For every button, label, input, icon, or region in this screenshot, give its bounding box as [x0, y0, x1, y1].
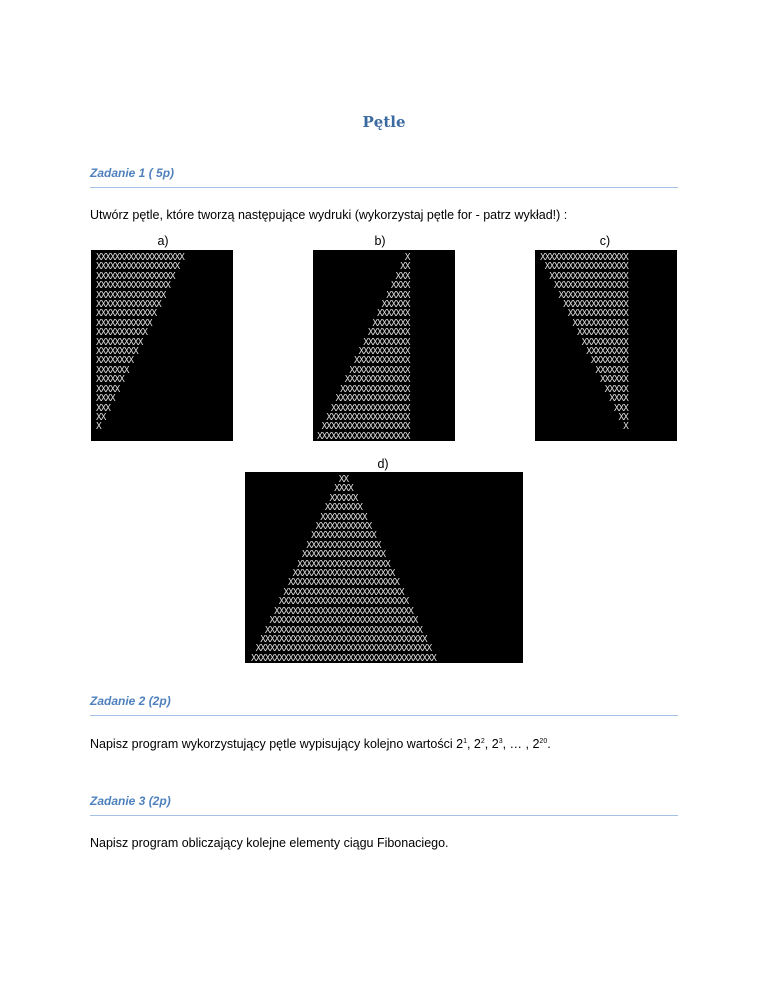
- pattern-d-text: XX XXXX XXXXXX XXXXXXXX XXXXXXXXXX XXXXXXXXXXXX XXXXXXXXXXXXXX XXXXXXXXXXXXXXXX XXXXXXXXXXXXXXXXXX XXXXXXXXXXXXXXXXXXXX XXXXXXXXXXXXXXXXXXXXXX XXXXXXXXXXXXXXXXXXXXXXXX XXXXXXXXXXXXXXXXXXXXXXXXXX XXXXXXXXXXXXXXXXXXXXXXXXXXXX XXXXXXXXXXXXXXXXXXXXXXXXXXXXXX XXXXXXXXXXXXXXXXXXXXXXXXXXXXXXXX XXXXXXXXXXXXXXXXXXXXXXXXXXXXXXXXXX XXXXXXXXXXXXXXXXXXXXXXXXXXXXXXXXXXXX XXXXXXXXXXXXXXXXXXXXXXXXXXXXXXXXXXXXXX XXXXXXXXXXXXXXXXXXXXXXXXXXXXXXXXXXXXXXXX: [251, 474, 436, 663]
- console-output-a: [91, 250, 233, 441]
- exponent-2: 2: [480, 737, 485, 745]
- exponent-3: 3: [498, 737, 503, 745]
- pattern-b-text: X XX XXX XXXX XXXXX XXXXXX XXXXXXX XXXXXXXX XXXXXXXXX XXXXXXXXXX XXXXXXXXXXX XXXXXXXXXXXX XXXXXXXXXXXXX XXXXXXXXXXXXXX XXXXXXXXXXXXXXX XXXXXXXXXXXXXXXX XXXXXXXXXXXXXXXXX XXXXXXXXXXXXXXXXXX XXXXXXXXXXXXXXXXXXX XXXXXXXXXXXXXXXXXXXX: [317, 252, 410, 441]
- pattern-c-text: XXXXXXXXXXXXXXXXXXX XXXXXXXXXXXXXXXXXX XXXXXXXXXXXXXXXXX XXXXXXXXXXXXXXXX XXXXXXXXXXXXXXX XXXXXXXXXXXXXX XXXXXXXXXXXXX XXXXXXXXXXXX XXXXXXXXXXX XXXXXXXXXX XXXXXXXXX XXXXXXXX XXXXXXX XXXXXX XXXXX XXXX XXX XX X: [540, 252, 628, 433]
- task2-text-start: Napisz program wykorzystujący pętle wypisujący kolejno wartości 2: [90, 737, 464, 751]
- task3-heading: Zadanie 3 (2p): [90, 794, 678, 816]
- task2-sep-2: , 2: [484, 737, 499, 751]
- figure-b-label: b): [374, 234, 386, 248]
- task2-sep-3: , … , 2: [502, 737, 540, 751]
- console-output-d: [245, 472, 523, 663]
- task1-heading: Zadanie 1 ( 5p): [90, 166, 678, 188]
- pattern-a-text: XXXXXXXXXXXXXXXXXXX XXXXXXXXXXXXXXXXXX XXXXXXXXXXXXXXXXX XXXXXXXXXXXXXXXX XXXXXXXXXXXXXXX XXXXXXXXXXXXXX XXXXXXXXXXXXX XXXXXXXXXXXX XXXXXXXXXXX XXXXXXXXXX XXXXXXXXX XXXXXXXX XXXXXXX XXXXXX XXXXX XXXX XXX XX X: [96, 252, 184, 433]
- task1-text: Utwórz pętle, które tworzą następujące wydruki (wykorzystaj pętle for - patrz wykład!) :: [90, 208, 568, 222]
- figure-a-label: a): [157, 234, 169, 248]
- task2-text: [90, 737, 551, 751]
- exponent-1: 1: [463, 737, 467, 745]
- task2-text-end: .: [547, 737, 551, 751]
- figure-c-label: c): [599, 234, 611, 248]
- exponent-20: 20: [539, 737, 548, 745]
- task2-heading: Zadanie 2 (2p): [90, 694, 678, 716]
- page-title: Pętle: [362, 113, 406, 131]
- task3-text: Napisz program obliczający kolejne elementy ciągu Fibonaciego.: [90, 836, 449, 850]
- console-output-b: [313, 250, 455, 441]
- task2-sep-1: , 2: [466, 737, 481, 751]
- console-output-c: [535, 250, 677, 441]
- figure-d-label: d): [377, 457, 389, 471]
